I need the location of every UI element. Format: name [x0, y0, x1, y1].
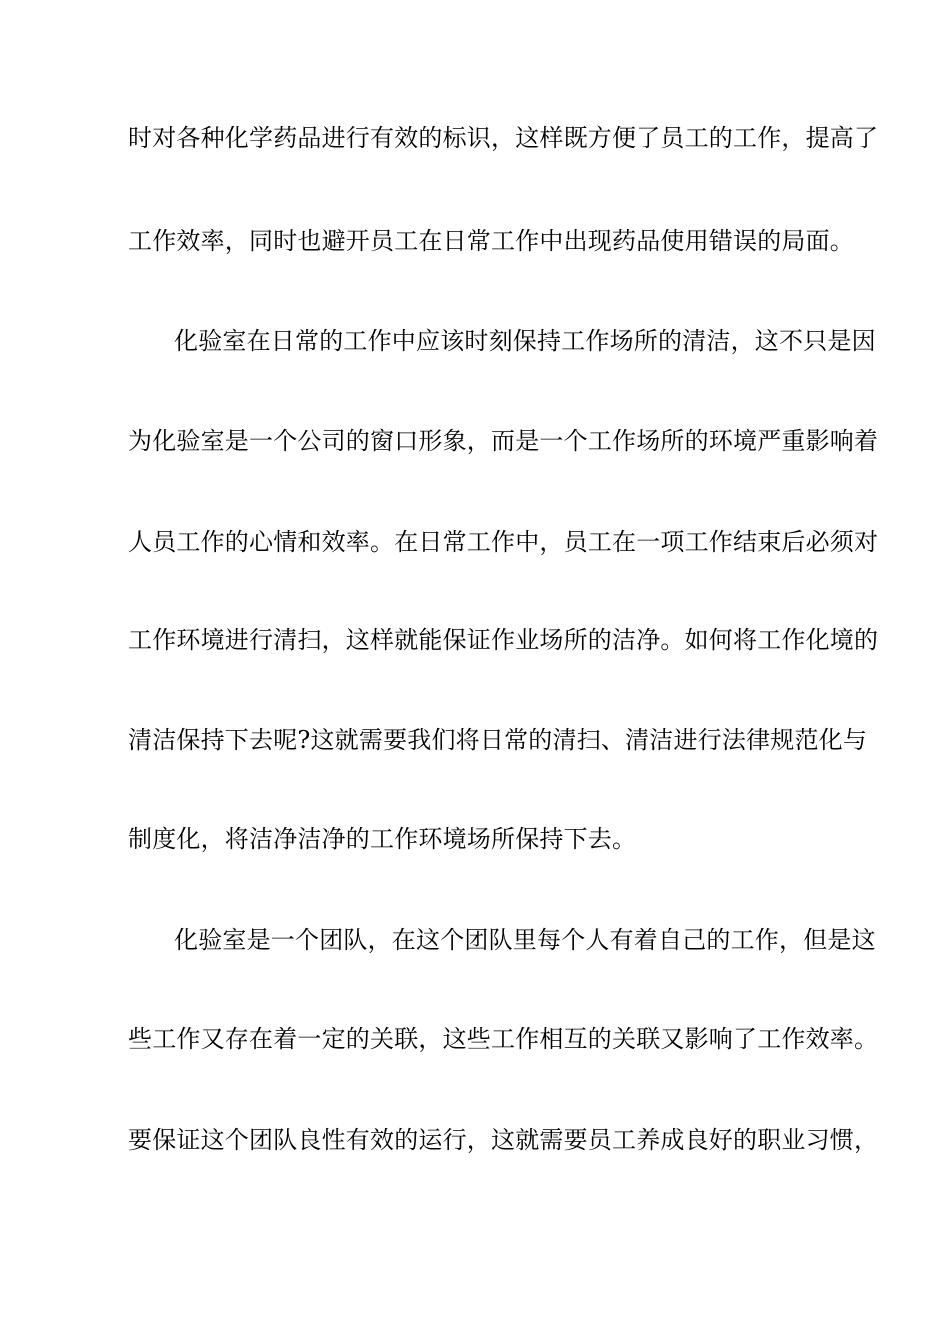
- text-line: 制度化，将洁净洁净的工作环境场所保持下去。: [128, 825, 637, 853]
- text-line: 人员工作的心情和效率。在日常工作中，员工在一项工作结束后必须对: [128, 528, 879, 556]
- text-line: 些工作又存在着一定的关联，这些工作相互的关联又影响了工作效率。: [128, 1025, 879, 1053]
- text-line: 工作环境进行清扫，这样就能保证作业场所的洁净。如何将工作化境的: [128, 626, 879, 654]
- text-line: 为化验室是一个公司的窗口形象，而是一个工作场所的环境严重影响着: [128, 427, 879, 455]
- text-line: 时对各种化学药品进行有效的标识，这样既方便了员工的工作，提高了: [128, 124, 879, 152]
- text-line: 工作效率，同时也避开员工在日常工作中出现药品使用错误的局面。: [128, 227, 854, 255]
- text-line: 要保证这个团队良性有效的运行，这就需要员工养成良好的职业习惯，: [128, 1126, 879, 1154]
- paragraph-start-line: 化验室是一个团队，在这个团队里每个人有着自己的工作，但是这: [174, 926, 876, 954]
- paragraph-start-line: 化验室在日常的工作中应该时刻保持工作场所的清洁，这不只是因: [174, 327, 876, 355]
- text-line: 清洁保持下去呢?这就需要我们将日常的清扫、清洁进行法律规范化与: [128, 726, 868, 754]
